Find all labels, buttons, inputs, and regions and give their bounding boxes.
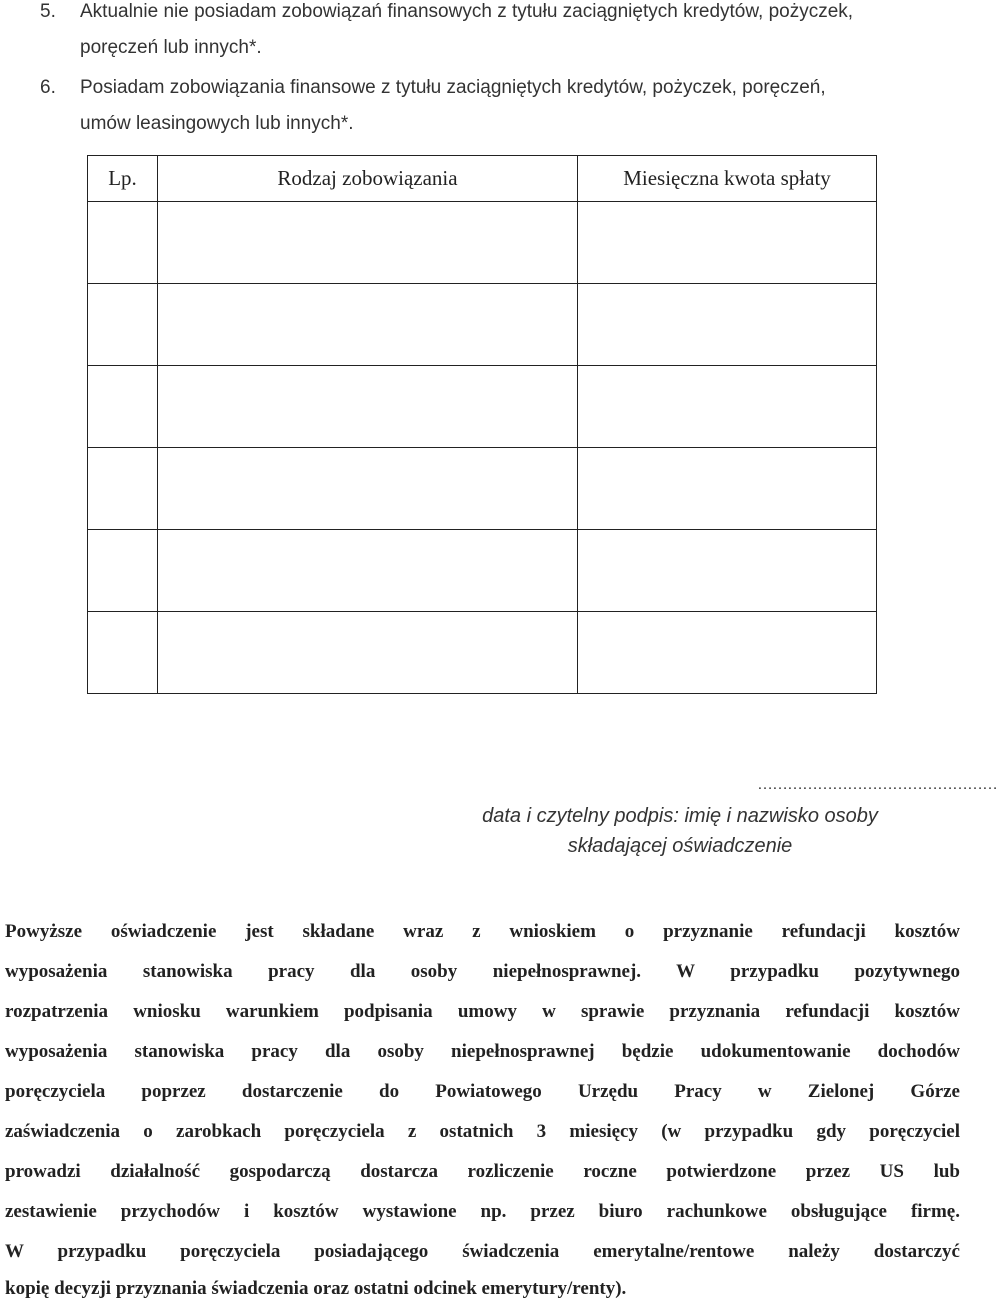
cell-lp[interactable] — [88, 202, 158, 284]
table-row — [88, 448, 877, 530]
header-monthly-amount: Miesięczna kwota spłaty — [578, 156, 877, 202]
header-obligation-type: Rodzaj zobowiązania — [158, 156, 578, 202]
paragraph-line: wyposażenia stanowiska pracy dla osoby niepełnosprawnej. W przypadku pozytywnego — [5, 961, 960, 982]
cell-monthly-amount[interactable] — [578, 284, 877, 366]
cell-lp[interactable] — [88, 530, 158, 612]
paragraph-line: rozpatrzenia wniosku warunkiem podpisania umowy w sprawie przyznania refundacji kosztów — [5, 1001, 960, 1022]
paragraph-line: zaświadczenia o zarobkach poręczyciela z ostatnich 3 miesięcy (w przypadku gdy poręczyciel — [5, 1121, 960, 1142]
item-number: 6. — [40, 77, 56, 98]
item-number: 5. — [40, 1, 56, 22]
statement-item-5 — [40, 0, 854, 58]
paragraph-line: W przypadku poręczyciela posiadającego świadczenia emerytalne/rentowe należy dostarczyć — [5, 1241, 960, 1262]
signature-caption-line2: składającej oświadczenie — [567, 835, 793, 857]
statement-item-6 — [40, 70, 826, 134]
table-row — [88, 530, 877, 612]
paragraph-line: wyposażenia stanowiska pracy dla osoby niepełnosprawnej będzie udokumentowanie dochodów — [5, 1041, 960, 1062]
item-text-line1: Posiadam zobowiązania finansowe z tytułu zaciągniętych kredytów, pożyczek, poręczeń, — [80, 77, 826, 98]
item-text-line2: umów leasingowych lub innych*. — [80, 113, 354, 134]
cell-obligation-type[interactable] — [158, 448, 578, 530]
signature-line: ………………………………………… — [757, 776, 997, 793]
cell-monthly-amount[interactable] — [578, 530, 877, 612]
table-row — [88, 366, 877, 448]
cell-monthly-amount[interactable] — [578, 202, 877, 284]
item-text-line2: poręczeń lub innych*. — [80, 37, 262, 58]
table-row — [88, 202, 877, 284]
paragraph-line: Powyższe oświadczenie jest składane wraz z wnioskiem o przyznanie refundacji kosztów — [5, 921, 960, 942]
table-row — [88, 284, 877, 366]
cell-lp[interactable] — [88, 284, 158, 366]
item-text-line1: Aktualnie nie posiadam zobowiązań finansowych z tytułu zaciągniętych kredytów, pożyczek, — [80, 1, 854, 22]
cell-monthly-amount[interactable] — [578, 612, 877, 694]
cell-obligation-type[interactable] — [158, 612, 578, 694]
obligations-table — [87, 155, 877, 694]
cell-monthly-amount[interactable] — [578, 448, 877, 530]
cell-obligation-type[interactable] — [158, 284, 578, 366]
paragraph-line: kopię decyzji przyznania świadczenia oraz ostatni odcinek emerytury/renty). — [5, 1278, 627, 1299]
cell-lp[interactable] — [88, 448, 158, 530]
cell-obligation-type[interactable] — [158, 202, 578, 284]
header-lp: Lp. — [88, 156, 158, 202]
paragraph-line: zestawienie przychodów i kosztów wystawione np. przez biuro rachunkowe obsługujące firmę. — [5, 1201, 960, 1222]
paragraph-line: prowadzi działalność gospodarczą dostarcza rozliczenie roczne potwierdzone przez US lub — [5, 1161, 960, 1182]
cell-lp[interactable] — [88, 366, 158, 448]
cell-lp[interactable] — [88, 612, 158, 694]
cell-obligation-type[interactable] — [158, 366, 578, 448]
paragraph-line: poręczyciela poprzez dostarczenie do Powiatowego Urzędu Pracy w Zielonej Górze — [5, 1081, 960, 1102]
signature-caption-line1: data i czytelny podpis: imię i nazwisko osoby — [482, 805, 878, 827]
table-row — [88, 612, 877, 694]
table-header-row — [88, 156, 877, 202]
cell-monthly-amount[interactable] — [578, 366, 877, 448]
cell-obligation-type[interactable] — [158, 530, 578, 612]
